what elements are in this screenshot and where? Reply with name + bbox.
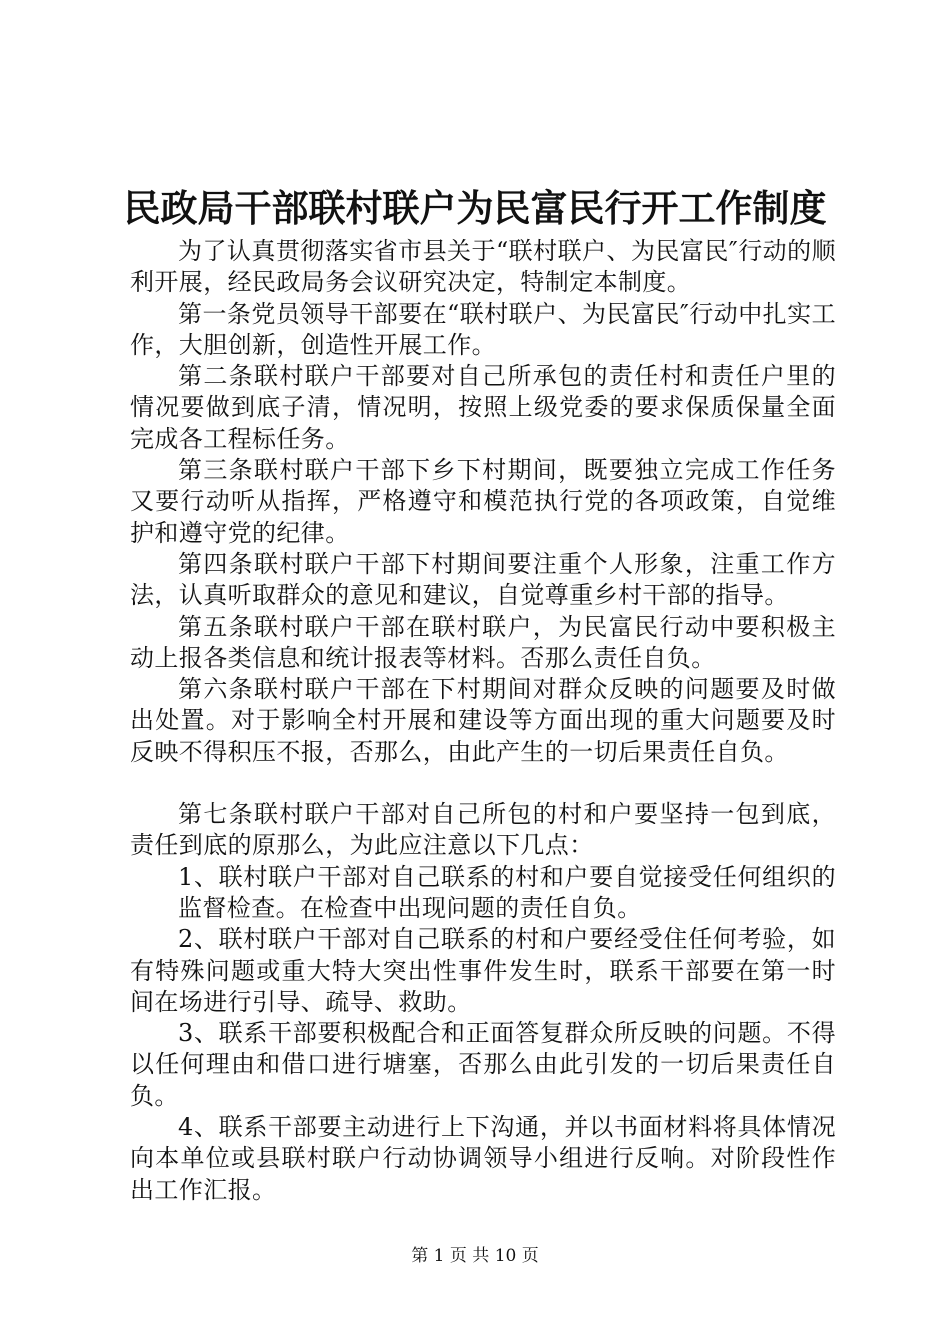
list-item-2: 2、联村联户干部对自己联系的村和户要经受住任何考验，如有特殊问题或重大特大突出性事件发生时，联系干部要在第一时间在场进行引导、疏导、救助。 [130,925,836,1016]
page-number-footer: 第 1 页 共 10 页 [411,1246,539,1266]
article-7-paragraph: 第七条联村联户干部对自己所包的村和户要坚持一包到底，责任到底的原那么，为此应注意以下几点： [130,800,836,860]
document-body [130,236,836,1206]
list-item-3: 3、联系干部要积极配合和正面答复群众所反映的问题。不得以任何理由和借口进行塘塞，否那么由此引发的一切后果责任自负。 [130,1019,836,1110]
document-title: 民政局干部联村联户为民富民行开工作制度 [123,186,827,230]
article-3-paragraph: 第三条联村联户干部下乡下村期间，既要独立完成工作任务又要行动听从指挥，严格遵守和模范执行党的各项政策，自觉维护和遵守党的纪律。 [130,456,836,547]
list-item-1: 1、联村联户干部对自己联系的村和户要自觉接受任何组织的监督检查。在检查中出现问题的责任自负。 [178,862,836,922]
article-1-paragraph: 第一条党员领导干部要在“联村联户、为民富民″行动中扎实工作，大胆创新，创造性开展工作。 [130,299,836,359]
article-2-paragraph: 第二条联村联户干部要对自己所承包的责任村和责任户里的情况要做到底子清，情况明，按照上级党委的要求保质保量全面完成各工程标任务。 [130,362,836,453]
article-5-paragraph: 第五条联村联户干部在联村联户，为民富民行动中要积极主动上报各类信息和统计报表等材料。否那么责任自负。 [130,612,836,672]
list-item-4: 4、联系干部要主动进行上下沟通，并以书面材料将具体情况向本单位或县联村联户行动协调领导小组进行反响。对阶段性作出工作汇报。 [130,1113,836,1204]
intro-paragraph: 为了认真贯彻落实省市县关于“联村联户、为民富民″行动的顺利开展，经民政局务会议研究决定，特制定本制度。 [130,237,836,297]
article-6-paragraph: 第六条联村联户干部在下村期间对群众反映的问题要及时做出处置。对于影响全村开展和建设等方面出现的重大问题要及时反映不得积压不报，否那么，由此产生的一切后果责任自负。 [130,675,836,766]
article-4-paragraph: 第四条联村联户干部下村期间要注重个人形象，注重工作方法，认真听取群众的意见和建议，自觉尊重乡村干部的指导。 [130,549,836,610]
